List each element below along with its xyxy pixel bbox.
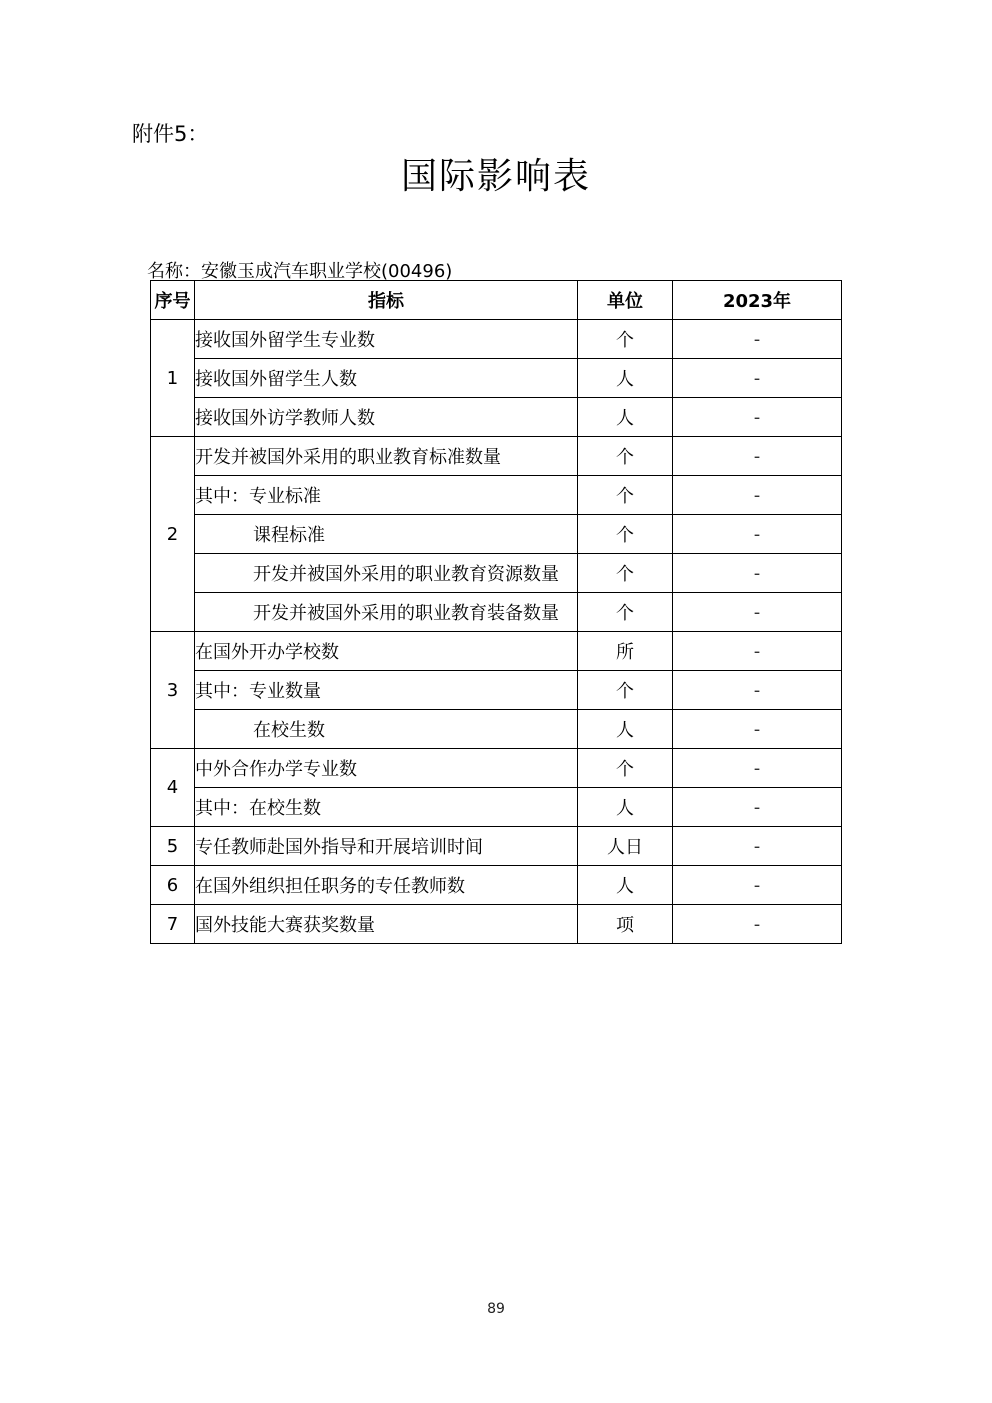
table-row xyxy=(151,437,842,476)
table-row xyxy=(151,905,842,944)
table-row xyxy=(151,710,842,749)
unit-cell: 个 xyxy=(578,476,673,515)
table-row xyxy=(151,827,842,866)
indicator-cell: 课程标准 xyxy=(195,515,578,554)
table-row xyxy=(151,593,842,632)
value-cell: - xyxy=(673,593,842,632)
unit-cell: 个 xyxy=(578,671,673,710)
table-row xyxy=(151,320,842,359)
indicator-cell: 其中：专业标准 xyxy=(195,476,578,515)
international-impact-table xyxy=(150,280,842,944)
value-cell: - xyxy=(673,359,842,398)
table-row xyxy=(151,515,842,554)
unit-cell: 个 xyxy=(578,320,673,359)
value-cell: - xyxy=(673,671,842,710)
indicator-cell: 中外合作办学专业数 xyxy=(195,749,578,788)
unit-cell: 个 xyxy=(578,437,673,476)
table-row xyxy=(151,554,842,593)
value-cell: - xyxy=(673,515,842,554)
table-row xyxy=(151,788,842,827)
indicator-cell: 接收国外留学生人数 xyxy=(195,359,578,398)
column-header-unit: 单位 xyxy=(578,281,673,320)
indicator-cell: 接收国外访学教师人数 xyxy=(195,398,578,437)
unit-cell: 所 xyxy=(578,632,673,671)
page-number: 89 xyxy=(487,1301,505,1317)
seq-cell: 6 xyxy=(151,866,195,905)
seq-cell: 4 xyxy=(151,749,195,827)
value-cell: - xyxy=(673,554,842,593)
value-cell: - xyxy=(673,320,842,359)
indicator-cell: 开发并被国外采用的职业教育资源数量 xyxy=(195,554,578,593)
value-cell: - xyxy=(673,476,842,515)
value-cell: - xyxy=(673,437,842,476)
column-header-year: 2023年 xyxy=(673,281,842,320)
indicator-cell: 专任教师赴国外指导和开展培训时间 xyxy=(195,827,578,866)
unit-cell: 个 xyxy=(578,593,673,632)
unit-cell: 人 xyxy=(578,710,673,749)
table-row xyxy=(151,671,842,710)
indicator-cell: 开发并被国外采用的职业教育标准数量 xyxy=(195,437,578,476)
value-cell: - xyxy=(673,710,842,749)
table-row xyxy=(151,749,842,788)
value-cell: - xyxy=(673,749,842,788)
table-row xyxy=(151,866,842,905)
value-cell: - xyxy=(673,866,842,905)
indicator-cell: 在校生数 xyxy=(195,710,578,749)
unit-cell: 项 xyxy=(578,905,673,944)
value-cell: - xyxy=(673,905,842,944)
value-cell: - xyxy=(673,788,842,827)
indicator-cell: 其中：在校生数 xyxy=(195,788,578,827)
seq-cell: 5 xyxy=(151,827,195,866)
page-title: 国际影响表 xyxy=(400,156,591,197)
column-header-indicator: 指标 xyxy=(195,281,578,320)
table-row xyxy=(151,398,842,437)
table-row xyxy=(151,476,842,515)
unit-cell: 人 xyxy=(578,398,673,437)
indicator-cell: 接收国外留学生专业数 xyxy=(195,320,578,359)
unit-cell: 人日 xyxy=(578,827,673,866)
indicator-cell: 在国外开办学校数 xyxy=(195,632,578,671)
unit-cell: 人 xyxy=(578,359,673,398)
unit-cell: 个 xyxy=(578,749,673,788)
value-cell: - xyxy=(673,827,842,866)
value-cell: - xyxy=(673,398,842,437)
unit-cell: 个 xyxy=(578,554,673,593)
indicator-cell: 在国外组织担任职务的专任教师数 xyxy=(195,866,578,905)
unit-cell: 人 xyxy=(578,866,673,905)
seq-cell: 2 xyxy=(151,437,195,632)
attachment-label: 附件5： xyxy=(132,122,209,146)
column-header-seq: 序号 xyxy=(151,281,195,320)
indicator-cell: 其中：专业数量 xyxy=(195,671,578,710)
seq-cell: 7 xyxy=(151,905,195,944)
unit-cell: 个 xyxy=(578,515,673,554)
school-name: 名称：安徽玉成汽车职业学校(00496) xyxy=(147,261,453,282)
unit-cell: 人 xyxy=(578,788,673,827)
table-row xyxy=(151,632,842,671)
indicator-cell: 开发并被国外采用的职业教育装备数量 xyxy=(195,593,578,632)
seq-cell: 3 xyxy=(151,632,195,749)
table-row xyxy=(151,359,842,398)
indicator-cell: 国外技能大赛获奖数量 xyxy=(195,905,578,944)
value-cell: - xyxy=(673,632,842,671)
table-header-row xyxy=(151,281,842,320)
seq-cell: 1 xyxy=(151,320,195,437)
